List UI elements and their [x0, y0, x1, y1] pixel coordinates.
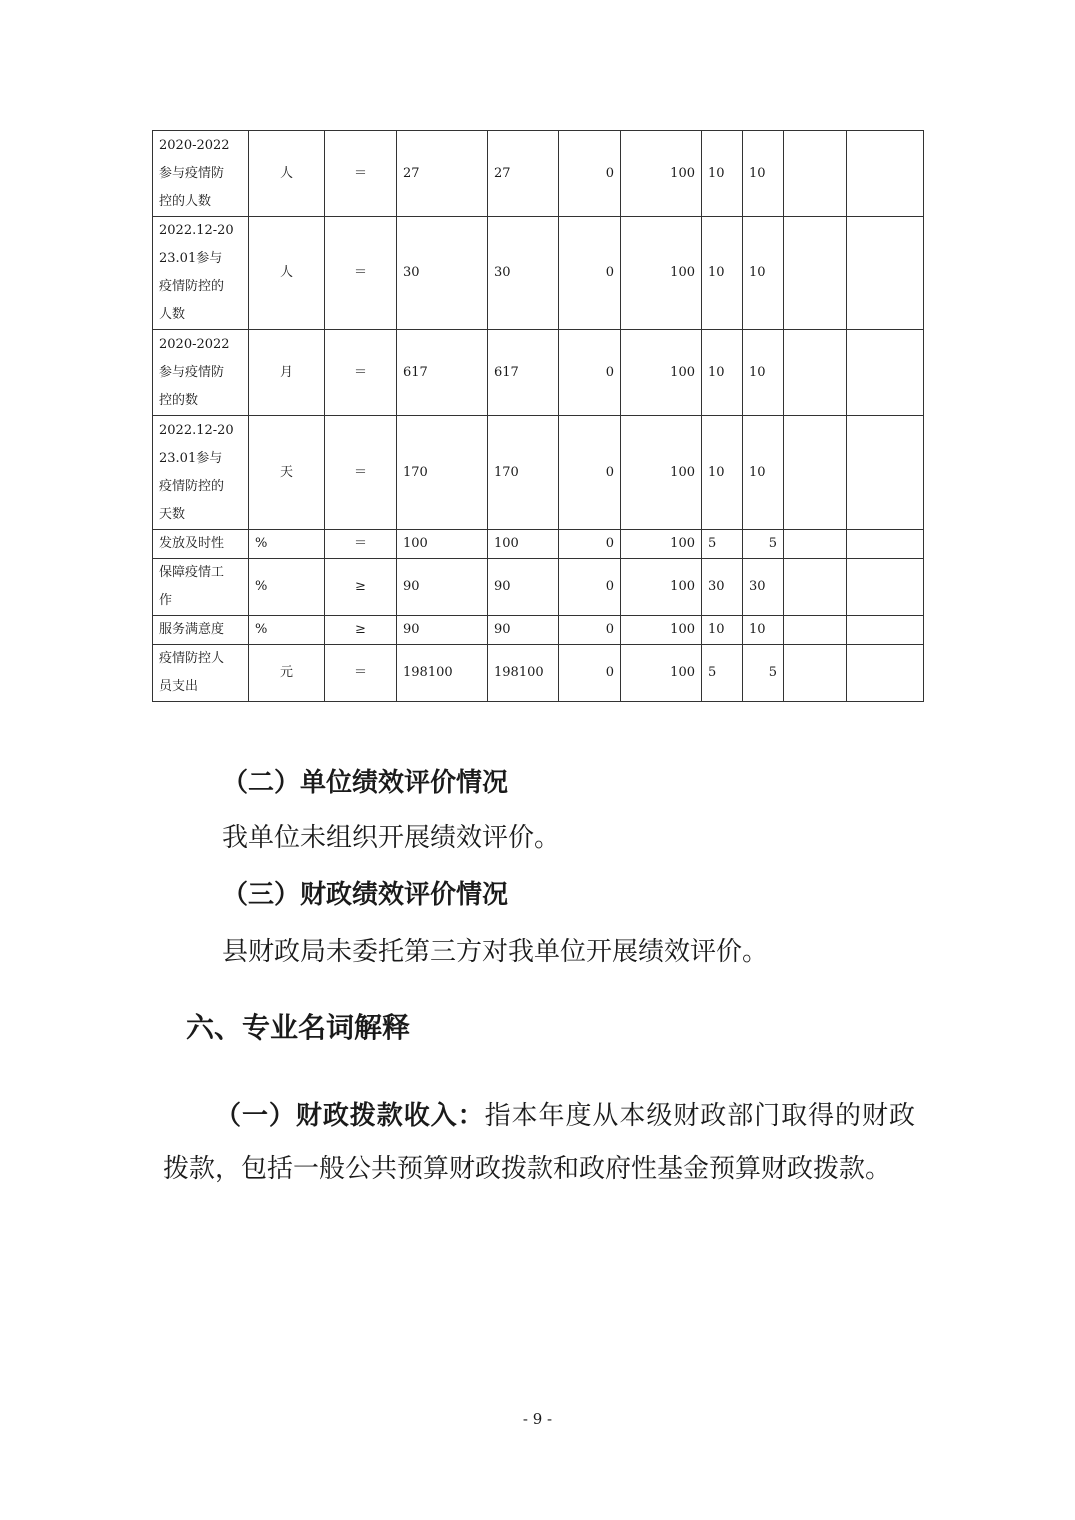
indicator-rate: 100 — [621, 530, 702, 559]
indicator-operator: ＝ — [325, 645, 397, 702]
indicator-operator: ＝ — [325, 131, 397, 217]
glossary-term-label: （一）财政拨款收入： — [215, 1101, 485, 1131]
indicator-rate: 100 — [621, 131, 702, 217]
section-text-unit-evaluation: 我单位未组织开展绩效评价。 — [222, 823, 561, 853]
section-heading-unit-evaluation: （二）单位绩效评价情况 — [222, 768, 509, 798]
indicator-deviation: 0 — [559, 131, 621, 217]
indicator-score: 10 — [743, 416, 784, 530]
indicator-note — [847, 131, 924, 217]
indicator-deviation: 0 — [559, 217, 621, 330]
indicator-weight: 10 — [702, 330, 743, 416]
indicator-note — [784, 616, 847, 645]
indicator-name: 服务满意度 — [153, 616, 249, 645]
indicator-deviation: 0 — [559, 616, 621, 645]
indicator-actual: 170 — [488, 416, 559, 530]
indicator-actual: 30 — [488, 217, 559, 330]
indicator-weight: 5 — [702, 645, 743, 702]
indicator-rate: 100 — [621, 330, 702, 416]
section-text-finance-evaluation: 县财政局未委托第三方对我单位开展绩效评价。 — [222, 937, 769, 967]
indicator-score: 10 — [743, 217, 784, 330]
table-row — [153, 330, 924, 416]
indicator-actual: 90 — [488, 616, 559, 645]
indicator-operator: ≥ — [325, 559, 397, 616]
indicator-unit: 天 — [249, 416, 325, 530]
glossary-term-paragraph — [163, 1090, 915, 1196]
indicator-unit: 元 — [249, 645, 325, 702]
table-row — [153, 530, 924, 559]
indicator-actual: 90 — [488, 559, 559, 616]
indicator-note — [784, 530, 847, 559]
indicator-weight: 10 — [702, 616, 743, 645]
section-heading-glossary: 六、专业名词解释 — [186, 1011, 411, 1044]
indicator-note — [847, 645, 924, 702]
indicator-rate: 100 — [621, 645, 702, 702]
indicator-target: 100 — [397, 530, 488, 559]
indicator-operator: ≥ — [325, 616, 397, 645]
indicator-deviation: 0 — [559, 330, 621, 416]
table-row — [153, 416, 924, 530]
indicator-note — [784, 416, 847, 530]
indicator-deviation: 0 — [559, 559, 621, 616]
indicator-target: 90 — [397, 559, 488, 616]
indicator-rate: 100 — [621, 616, 702, 645]
indicator-unit: % — [249, 530, 325, 559]
performance-indicator-table — [152, 130, 924, 702]
indicator-unit: % — [249, 559, 325, 616]
indicator-weight: 5 — [702, 530, 743, 559]
indicator-note — [784, 645, 847, 702]
indicator-actual: 198100 — [488, 645, 559, 702]
indicator-score: 5 — [743, 530, 784, 559]
indicator-note — [847, 530, 924, 559]
indicator-name: 2020-2022 参与疫情防 控的人数 — [153, 131, 249, 217]
table-row — [153, 559, 924, 616]
indicator-score: 10 — [743, 330, 784, 416]
indicator-rate: 100 — [621, 217, 702, 330]
indicator-rate: 100 — [621, 416, 702, 530]
glossary-term-definition: 指本年度从本级财政部门取得的财政拨款，包括一般公共预算财政拨款和政府性基金预算财政拨款。 — [163, 1101, 915, 1184]
indicator-deviation: 0 — [559, 530, 621, 559]
table-row — [153, 217, 924, 330]
indicator-operator: ＝ — [325, 530, 397, 559]
section-heading-finance-evaluation: （三）财政绩效评价情况 — [222, 880, 509, 910]
indicator-deviation: 0 — [559, 645, 621, 702]
indicator-target: 198100 — [397, 645, 488, 702]
indicator-unit: 人 — [249, 131, 325, 217]
table-row — [153, 616, 924, 645]
indicator-name: 保障疫情工 作 — [153, 559, 249, 616]
indicator-rate: 100 — [621, 559, 702, 616]
indicator-actual: 100 — [488, 530, 559, 559]
indicator-weight: 10 — [702, 217, 743, 330]
indicator-score: 10 — [743, 616, 784, 645]
indicator-unit: 月 — [249, 330, 325, 416]
indicator-operator: ＝ — [325, 330, 397, 416]
table-row — [153, 131, 924, 217]
indicator-note — [784, 131, 847, 217]
indicator-note — [784, 559, 847, 616]
indicator-note — [847, 416, 924, 530]
indicator-note — [847, 217, 924, 330]
indicator-target: 90 — [397, 616, 488, 645]
table-row — [153, 645, 924, 702]
indicator-note — [847, 330, 924, 416]
indicator-name: 2022.12-20 23.01参与 疫情防控的 人数 — [153, 217, 249, 330]
indicator-weight: 10 — [702, 416, 743, 530]
indicator-weight: 10 — [702, 131, 743, 217]
indicator-score: 5 — [743, 645, 784, 702]
indicator-deviation: 0 — [559, 416, 621, 530]
indicator-actual: 27 — [488, 131, 559, 217]
indicator-target: 30 — [397, 217, 488, 330]
indicator-target: 27 — [397, 131, 488, 217]
indicator-name: 发放及时性 — [153, 530, 249, 559]
indicator-name: 2020-2022 参与疫情防 控的数 — [153, 330, 249, 416]
indicator-note — [847, 616, 924, 645]
indicator-operator: ＝ — [325, 416, 397, 530]
indicator-score: 30 — [743, 559, 784, 616]
indicator-unit: % — [249, 616, 325, 645]
page-number: - 9 - — [522, 1410, 553, 1428]
indicator-operator: ＝ — [325, 217, 397, 330]
indicator-weight: 30 — [702, 559, 743, 616]
indicator-note — [784, 217, 847, 330]
indicator-name: 疫情防控人 员支出 — [153, 645, 249, 702]
indicator-target: 617 — [397, 330, 488, 416]
indicator-name: 2022.12-20 23.01参与 疫情防控的 天数 — [153, 416, 249, 530]
indicator-target: 170 — [397, 416, 488, 530]
indicator-unit: 人 — [249, 217, 325, 330]
indicator-score: 10 — [743, 131, 784, 217]
indicator-actual: 617 — [488, 330, 559, 416]
indicator-note — [784, 330, 847, 416]
indicator-note — [847, 559, 924, 616]
